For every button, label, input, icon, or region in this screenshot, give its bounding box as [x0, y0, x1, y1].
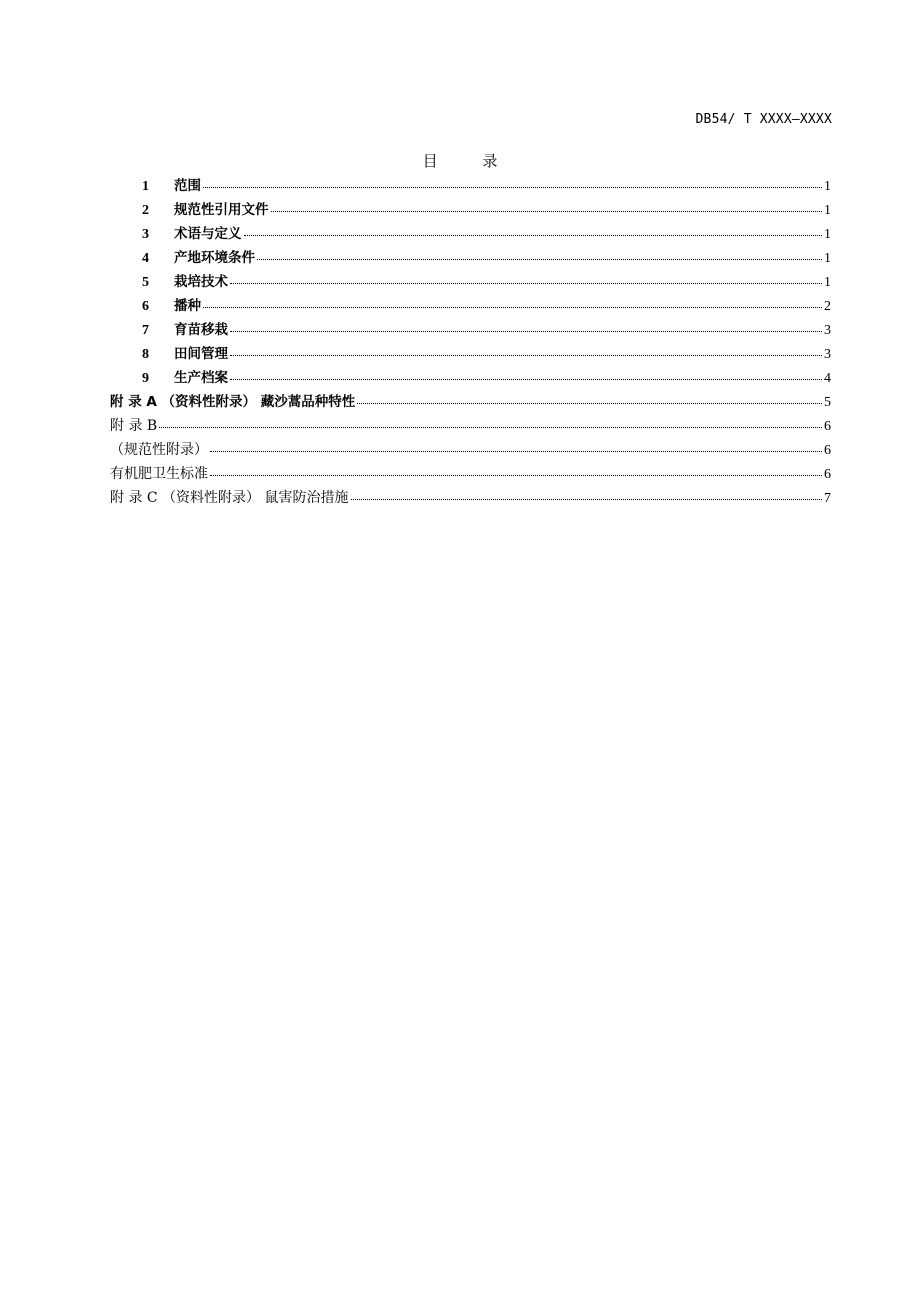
toc-entry-title: 术语与定义: [174, 226, 242, 242]
toc-entry-number: 4: [142, 251, 149, 266]
toc-entry-title: 规范性引用文件: [174, 202, 269, 218]
toc-entry-page: 1: [824, 179, 831, 194]
toc-entry-page: 4: [824, 371, 831, 386]
toc-entry-number: 3: [142, 227, 149, 242]
toc-entry-page: 1: [824, 275, 831, 290]
toc-entry-title: 有机肥卫生标准: [110, 466, 208, 482]
toc-dot-leader: [271, 200, 823, 214]
toc-entry-page: 5: [824, 395, 831, 410]
toc-entry-page: 1: [824, 203, 831, 218]
toc-entry-title: 附 录 C （资料性附录） 鼠害防治措施: [110, 490, 349, 506]
toc-dot-leader: [203, 296, 822, 310]
toc-entry-number: 9: [142, 371, 149, 386]
toc-entry-title: （规范性附录）: [110, 442, 208, 458]
toc-entry-appendix-c[interactable]: [110, 486, 831, 510]
toc-entry-title: 附 录 A （资料性附录） 藏沙蒿品种特性: [110, 394, 356, 410]
toc-entry-page: 7: [824, 491, 831, 506]
toc-dot-leader: [230, 272, 822, 286]
toc-dot-leader: [159, 416, 822, 430]
toc-entry-number: 7: [142, 323, 149, 338]
toc-entry-number: 6: [142, 299, 149, 314]
toc-entry-3[interactable]: [110, 222, 831, 246]
toc-entry-appendix-b-title[interactable]: [110, 462, 831, 486]
toc-entry-title: 栽培技术: [174, 274, 228, 290]
toc-entry-page: 3: [824, 323, 831, 338]
toc-entry-title: 范围: [174, 178, 201, 194]
toc-dot-leader: [351, 488, 822, 502]
table-of-contents: [110, 174, 831, 510]
toc-entry-4[interactable]: [110, 246, 831, 270]
toc-entry-title: 播种: [174, 298, 201, 314]
toc-entry-number: 2: [142, 203, 149, 218]
toc-entry-page: 6: [824, 419, 831, 434]
toc-entry-page: 3: [824, 347, 831, 362]
toc-dot-leader: [230, 320, 822, 334]
toc-dot-leader: [230, 368, 822, 382]
toc-title: 目 录: [422, 152, 518, 170]
toc-entry-appendix-a[interactable]: [110, 390, 831, 414]
toc-dot-leader: [203, 176, 822, 190]
toc-entry-page: 6: [824, 467, 831, 482]
toc-dot-leader: [230, 344, 822, 358]
document-code: DB54/ T XXXX—XXXX: [695, 112, 832, 127]
toc-entry-8[interactable]: [110, 342, 831, 366]
toc-entry-page: 1: [824, 227, 831, 242]
toc-entry-1[interactable]: [110, 174, 831, 198]
toc-entry-appendix-b-type[interactable]: [110, 438, 831, 462]
toc-dot-leader: [210, 440, 822, 454]
toc-entry-page: 1: [824, 251, 831, 266]
toc-entry-page: 2: [824, 299, 831, 314]
toc-dot-leader: [357, 392, 822, 406]
toc-entry-page: 6: [824, 443, 831, 458]
toc-entry-title: 产地环境条件: [174, 250, 255, 266]
toc-entry-number: 8: [142, 347, 149, 362]
toc-entry-6[interactable]: [110, 294, 831, 318]
toc-entry-appendix-b[interactable]: [110, 414, 831, 438]
toc-entry-title: 育苗移栽: [174, 322, 228, 338]
toc-entry-7[interactable]: [110, 318, 831, 342]
toc-entry-title: 田间管理: [174, 346, 228, 362]
toc-dot-leader: [210, 464, 822, 478]
toc-entry-title: 生产档案: [174, 370, 228, 386]
toc-dot-leader: [244, 224, 823, 238]
toc-entry-5[interactable]: [110, 270, 831, 294]
toc-entry-9[interactable]: [110, 366, 831, 390]
toc-entry-number: 5: [142, 275, 149, 290]
toc-entry-title: 附 录 B: [110, 418, 158, 434]
toc-entry-number: 1: [142, 179, 149, 194]
toc-dot-leader: [257, 248, 822, 262]
toc-entry-2[interactable]: [110, 198, 831, 222]
